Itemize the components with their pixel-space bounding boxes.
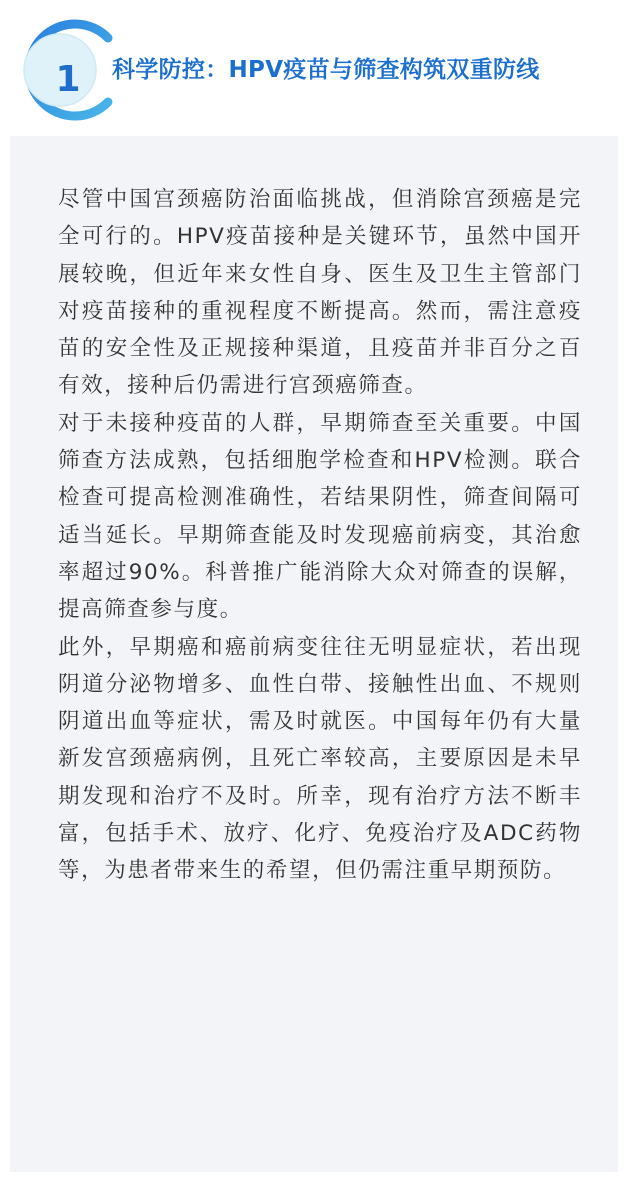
section-title: 科学防控：HPV疫苗与筛查构筑双重防线 xyxy=(112,57,540,83)
paragraph-vaccination: 尽管中国宫颈癌防治面临挑战，但消除宫颈癌是完全可行的。HPV疫苗接种是关键环节，虽然中国开展较晚，但近年来女性自身、医生及卫生主管部门对疫苗接种的重视程度不断提高。然而，需注意疫苗的安全性及正规接种渠道，且疫苗并非百分之百有效，接种后仍需进行宫颈癌筛查。 xyxy=(58,187,582,399)
section-number-badge xyxy=(8,14,120,126)
section-header xyxy=(0,0,628,130)
article-body xyxy=(58,181,582,890)
section-number: 1 xyxy=(55,59,81,100)
paragraph-screening: 对于未接种疫苗的人群，早期筛查至关重要。中国筛查方法成熟，包括细胞学检查和HPV检测。联合检查可提高检测准确性，若结果阴性，筛查间隔可适当延长。早期筛查能及时发现癌前病变，其治愈率超过90%。科普推广能消除大众对筛查的误解，提高筛查参与度。 xyxy=(58,410,582,623)
paragraph-symptoms-treatment: 此外，早期癌和癌前病变往往无明显症状，若出现阴道分泌物增多、血性白带、接触性出血、不规则阴道出血等症状，需及时就医。中国每年仍有大量新发宫颈癌病例，且死亡率较高，主要原因是未早期发现和治疗不及时。所幸，现有治疗方法不断丰富，包括手术、放疗、化疗、免疫治疗及ADC药物等，为患者带来生的希望，但仍需注重早期预防。 xyxy=(58,634,582,884)
